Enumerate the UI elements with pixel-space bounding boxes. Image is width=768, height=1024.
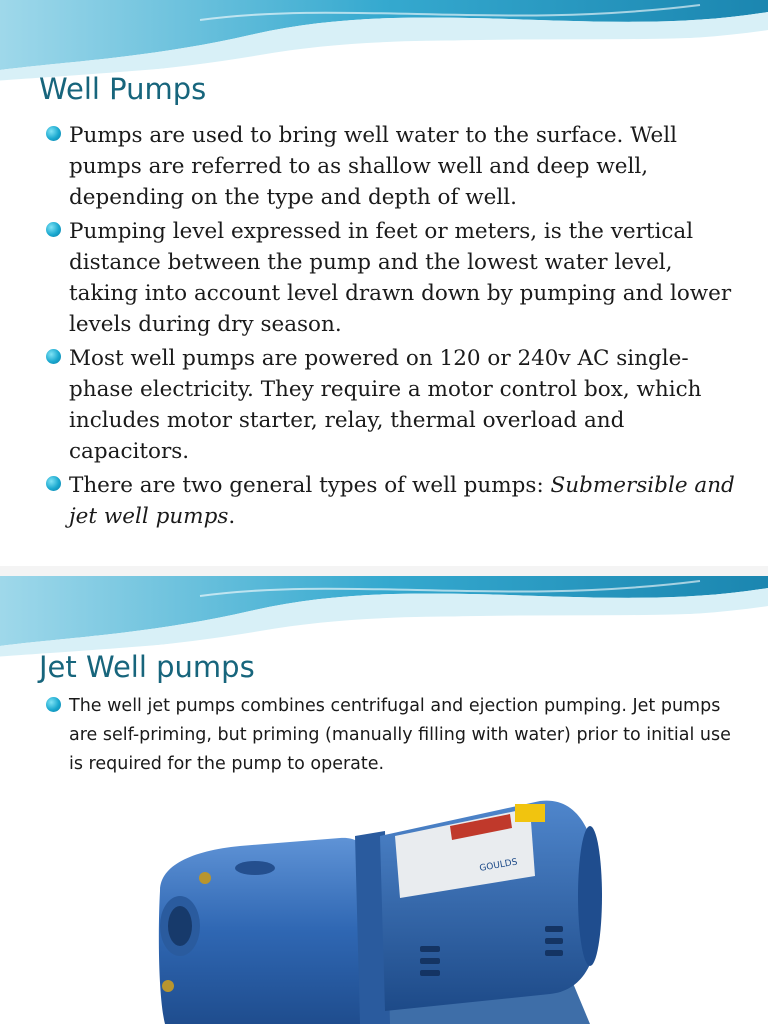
bullet-text: Pumps are used to bring well water to the surface. Well pumps are referred to as shallow well and deep well, depending on the type and depth of well.	[69, 123, 678, 210]
slide-title: Well Pumps	[39, 72, 207, 106]
bullet-list	[46, 120, 746, 535]
slide-title: Jet Well pumps	[39, 650, 255, 684]
bullet-text: The well jet pumps combines centrifugal and ejection pumping. Jet pumps are self-priming, but priming (manually filling with water) prior to initial use is required for the pump to operate.	[69, 696, 731, 774]
bullet-text: Pumping level expressed in feet or meters, is the vertical distance between the pump and the lowest water level, taking into account level drawn down by pumping and lower levels during dry season.	[69, 219, 732, 337]
bullet-text-italic: Submersible and jet well pumps	[69, 473, 735, 529]
bullet-dot-icon	[46, 476, 61, 491]
bullet-dot-icon	[46, 126, 61, 141]
bullet-text-suffix: .	[228, 504, 236, 529]
bullet-dot-icon	[46, 349, 61, 364]
jet-pump-image	[150, 796, 610, 1024]
pump-brand-label: GOULDS	[478, 857, 519, 874]
bullet-item	[46, 692, 746, 779]
bullet-text: Most well pumps are powered on 120 or 240v AC single-phase electricity. They require a motor control box, which includes motor starter, relay, thermal overload and capacitors.	[69, 346, 702, 464]
bullet-list	[46, 692, 746, 779]
bullet-dot-icon	[46, 222, 61, 237]
bullet-dot-icon	[46, 697, 61, 712]
bullet-item	[46, 470, 746, 532]
bullet-item	[46, 120, 746, 213]
slide-separator	[0, 566, 768, 576]
bullet-item	[46, 343, 746, 467]
bullet-item	[46, 216, 746, 340]
slide-2	[0, 576, 768, 1024]
bullet-text-prefix: There are two general types of well pumps:	[69, 473, 551, 498]
